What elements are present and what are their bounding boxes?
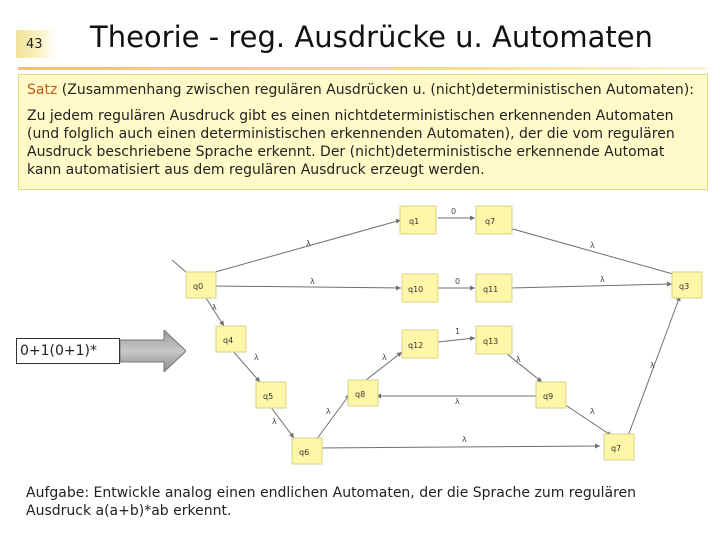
- theorem-box: [18, 74, 708, 190]
- label-lambda: λ: [462, 435, 467, 444]
- task-text: Aufgabe: Entwickle analog einen endlichen Automaten, der die Sprache zum regulären Ausdruck a(a+b)*ab erkennt.: [26, 485, 637, 519]
- state-node: [476, 206, 512, 234]
- state-node: [256, 382, 286, 408]
- edge-q6-q8: [316, 394, 350, 440]
- state-label: q12: [408, 341, 424, 350]
- state-node: [402, 330, 438, 358]
- state-label: q4: [223, 336, 234, 345]
- state-node: [348, 380, 378, 406]
- label-lambda: λ: [310, 277, 315, 286]
- state-node: [536, 382, 566, 408]
- label-zero: 0: [451, 207, 457, 216]
- edge-q6-q7: [318, 446, 600, 448]
- label-one: 1: [455, 327, 461, 336]
- theorem-heading-text: (Zusammenhang zwischen regulären Ausdrücken u. (nicht)deterministischen Automaten):: [57, 82, 694, 98]
- label-lambda: λ: [382, 353, 387, 362]
- state-node: [672, 272, 702, 298]
- automaton-diagram: [150, 198, 710, 478]
- label-lambda: λ: [590, 241, 595, 250]
- label-lambda: λ: [650, 361, 655, 370]
- state-node: [604, 434, 634, 460]
- state-node: [402, 274, 438, 302]
- state-label: q3: [679, 282, 690, 291]
- label-lambda: λ: [516, 355, 521, 364]
- label-lambda: λ: [455, 397, 460, 406]
- state-label: q0: [193, 282, 204, 291]
- label-zero: 0: [455, 277, 461, 286]
- state-label: q10: [408, 285, 424, 294]
- state-node: [476, 326, 512, 354]
- edge-q11-q3: [510, 284, 672, 288]
- edge-q0-q10: [214, 286, 401, 288]
- state-label: q8: [355, 390, 366, 399]
- slide-number-text: 43: [26, 36, 43, 52]
- state-node: [186, 272, 216, 298]
- state-label: q7: [611, 444, 622, 453]
- state-label: q1: [409, 217, 420, 226]
- label-lambda: λ: [306, 239, 311, 248]
- edge-q9-q7: [564, 404, 612, 436]
- slide-number: [16, 30, 56, 58]
- state-label: q13: [483, 337, 499, 346]
- edge-q7top-q3: [502, 226, 680, 276]
- state-node: [292, 438, 322, 464]
- edge-q13-q9: [502, 350, 542, 382]
- label-lambda: λ: [254, 353, 259, 362]
- label-lambda: λ: [272, 417, 277, 426]
- state-label: q9: [543, 392, 554, 401]
- theorem-heading: [27, 81, 699, 99]
- state-node: [400, 206, 436, 234]
- state-label: q11: [483, 285, 499, 294]
- edge-q12-q13: [438, 338, 475, 342]
- edge-q0-q1top: [208, 220, 401, 274]
- state-label: q7: [485, 217, 496, 226]
- label-lambda: λ: [212, 303, 217, 312]
- slide-title: Theorie - reg. Ausdrücke u. Automaten: [90, 20, 653, 54]
- label-lambda: λ: [590, 407, 595, 416]
- theorem-body: Zu jedem regulären Ausdruck gibt es einen nichtdeterministischen erkennenden Automaten (und folglich auch einen deterministischen erkennenden Automaten), der die vom regulären Ausdruck beschriebene Sprache erkennt. Der (nicht)deterministische erkennende Automat kann automatisiert aus dem regulären Ausdruck erzeugt werden.: [27, 108, 675, 178]
- state-node: [476, 274, 512, 302]
- state-node: [216, 326, 246, 352]
- regex-box: 0+1(0+1)*: [16, 338, 120, 364]
- label-lambda: λ: [600, 275, 605, 284]
- theorem-label: Satz: [27, 82, 58, 98]
- state-label: q5: [263, 392, 274, 401]
- state-label: q6: [299, 448, 310, 457]
- title-divider: [18, 67, 708, 70]
- label-lambda: λ: [326, 407, 331, 416]
